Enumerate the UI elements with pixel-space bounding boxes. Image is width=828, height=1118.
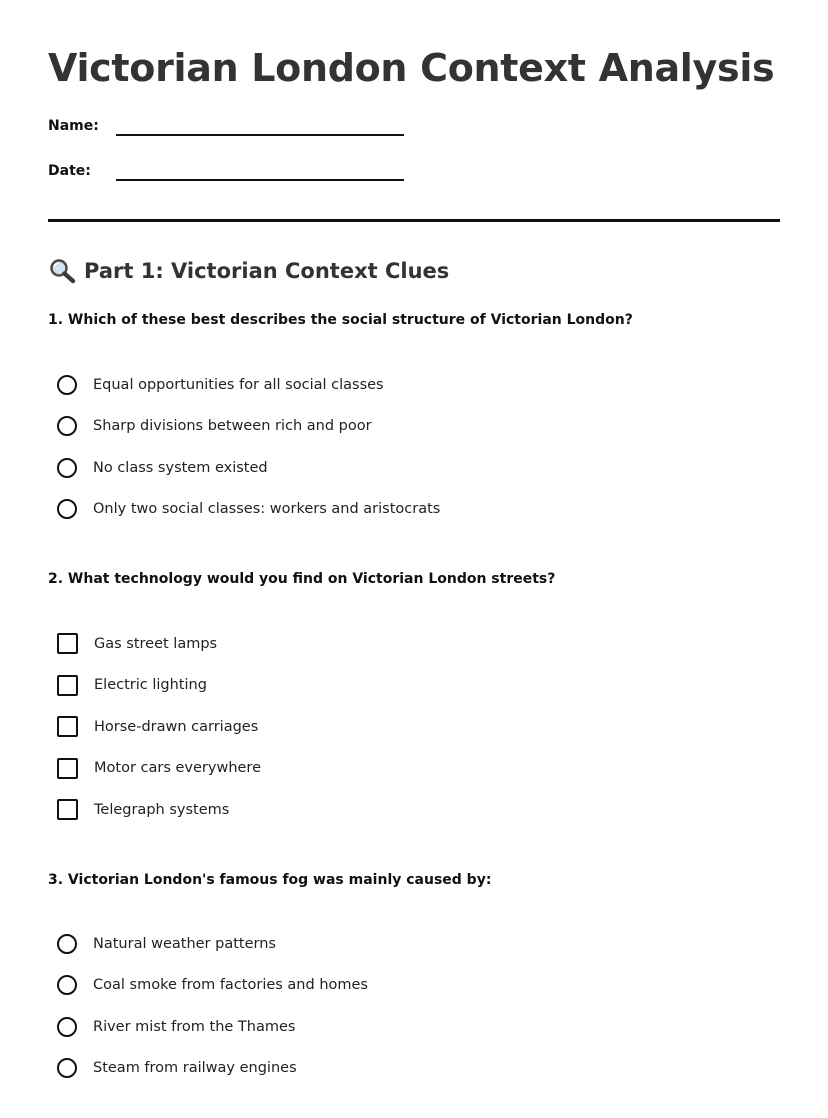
question-2-options [57,623,261,831]
worksheet-title: Victorian London Context Analysis [48,46,775,90]
radio-button[interactable] [57,499,77,519]
checkbox[interactable] [57,799,78,820]
checkbox[interactable] [57,716,78,737]
option-label: Motor cars everywhere [94,760,261,777]
question-1: 1. Which of these best describes the social structure of Victorian London? [48,312,633,328]
option-label: Gas street lamps [94,635,218,652]
date-label: Date: [48,163,91,179]
option-q2-b[interactable] [57,665,261,707]
option-q1-c[interactable] [57,447,440,489]
option-q1-a[interactable] [57,364,440,406]
header-divider [48,219,780,222]
section-title-text: Part 1: Victorian Context Clues [84,259,450,283]
option-q3-b[interactable] [57,965,368,1007]
section-title-part1 [48,258,449,284]
radio-button[interactable] [57,934,77,954]
radio-button[interactable] [57,1058,77,1078]
option-q3-d[interactable] [57,1048,368,1090]
option-label: Steam from railway engines [93,1060,297,1077]
checkbox[interactable] [57,633,78,654]
name-input-line[interactable] [116,134,404,136]
checkbox[interactable] [57,675,78,696]
option-label: Sharp divisions between rich and poor [93,418,372,435]
checkbox[interactable] [57,758,78,779]
option-q3-a[interactable] [57,923,368,965]
option-label: River mist from the Thames [93,1018,296,1035]
radio-button[interactable] [57,375,77,395]
option-q2-a[interactable] [57,623,261,665]
radio-button[interactable] [57,458,77,478]
option-q2-d[interactable] [57,748,261,790]
option-label: Telegraph systems [94,801,230,818]
option-label: No class system existed [93,459,268,476]
option-label: Only two social classes: workers and aristocrats [93,501,441,518]
option-label: Natural weather patterns [93,935,276,952]
date-input-line[interactable] [116,179,404,181]
question-2: 2. What technology would you find on Victorian London streets? [48,571,556,587]
question-3: 3. Victorian London's famous fog was mainly caused by: [48,872,492,888]
option-q3-c[interactable] [57,1006,368,1048]
radio-button[interactable] [57,416,77,436]
option-label: Coal smoke from factories and homes [93,977,368,994]
option-label: Horse-drawn carriages [94,718,259,735]
question-3-options [57,923,368,1089]
option-label: Electric lighting [94,677,207,694]
radio-button[interactable] [57,1017,77,1037]
option-q1-d[interactable] [57,489,440,531]
option-q1-b[interactable] [57,406,440,448]
option-q2-c[interactable] [57,706,261,748]
magnifying-glass-icon [48,258,78,284]
question-1-options [57,364,440,530]
name-label: Name: [48,118,99,134]
option-q2-e[interactable] [57,789,261,831]
option-label: Equal opportunities for all social classes [93,376,384,393]
radio-button[interactable] [57,975,77,995]
